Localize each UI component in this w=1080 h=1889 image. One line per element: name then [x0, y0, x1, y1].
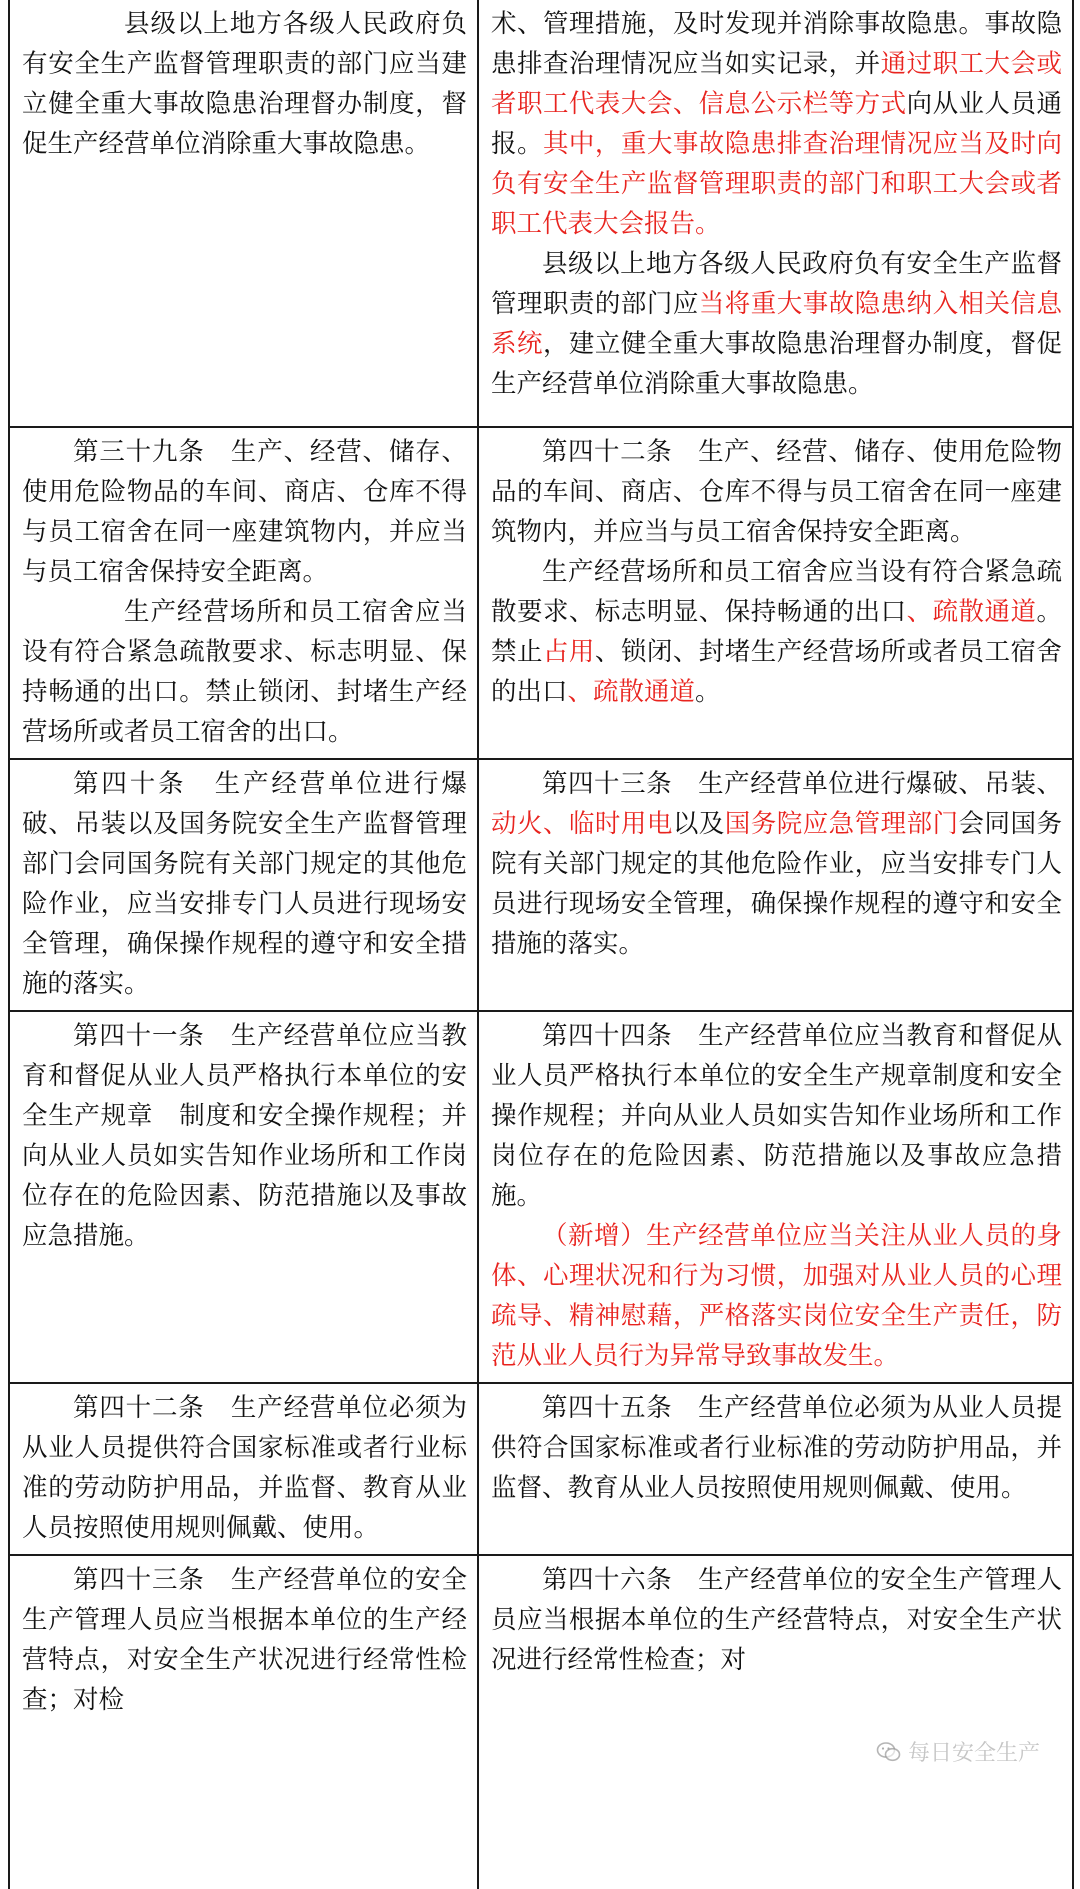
table-row [9, 759, 1073, 1011]
highlighted-text: 、疏散通道 [567, 677, 696, 707]
old-text-cell [9, 1011, 478, 1383]
text-segment: 术、管理措施，及时发现并消除事故隐患。事故隐患排查治理情况应当如实记录，并 [491, 9, 1062, 79]
table-row [9, 427, 1073, 759]
highlighted-text: 国务院应急管理部门 [724, 809, 959, 839]
old-text-cell [9, 1383, 478, 1555]
text-segment: 县级以上地方各级人民政府负有安全生产监督管理职责的部门应 [491, 249, 1062, 319]
paragraph [22, 4, 467, 164]
wechat-icon [876, 1739, 902, 1765]
text-segment: 第四十二条 生产、经营、储存、使用危险物品的车间、商店、仓库不得与员工宿舍在同一座建筑物内，并应当与员工宿舍保持安全距离。 [491, 437, 1062, 547]
watermark-text: 每日安全生产 [907, 1741, 1040, 1766]
table-row [9, 0, 1073, 427]
new-text-cell [478, 427, 1073, 759]
text-segment: 以及 [672, 809, 725, 839]
paragraph [491, 1388, 1062, 1508]
text-segment: 。 [695, 677, 721, 707]
paragraph [491, 1016, 1062, 1216]
text-segment: 生产经营场所和员工宿舍应当设有符合紧急疏散要求、标志明显、保持畅通的出口 [491, 557, 1062, 627]
old-text-cell [9, 759, 478, 1011]
paragraph [491, 764, 1062, 964]
paragraph [491, 244, 1062, 404]
paragraph [491, 432, 1062, 552]
old-text-cell [9, 0, 478, 427]
paragraph [22, 1388, 467, 1548]
old-text-cell [9, 1555, 478, 1889]
table-row [9, 1555, 1073, 1889]
text-segment: 第四十三条 生产经营单位的安全生产管理人员应当根据本单位的生产经营特点，对安全生产状况进行经常性检查；对检 [22, 1565, 467, 1715]
text-segment: 县级以上地方各级人民政府负有安全生产监督管理职责的部门应当建立健全重大事故隐患治理督办制度，督促生产经营单位消除重大事故隐患。 [22, 9, 467, 159]
comparison-table-body [9, 0, 1073, 1889]
paragraph [491, 1560, 1062, 1680]
text-segment: 第三十九条 生产、经营、储存、使用危险物品的车间、商店、仓库不得与员工宿舍在同一座建筑物内，并应当与员工宿舍保持安全距离。 [22, 437, 467, 587]
text-segment: ，建立健全重大事故隐患治理督办制度，督促生产经营单位消除重大事故隐患。 [491, 329, 1062, 399]
paragraph [22, 1016, 467, 1256]
watermark [876, 1736, 1040, 1767]
text-segment: 第四十四条 生产经营单位应当教育和督促从业人员严格执行本单位的安全生产规章制度和安全操作规程；并向从业人员如实告知作业场所和工作岗位存在的危险因素、防范措施以及事故应急措施。 [491, 1021, 1062, 1211]
comparison-table [8, 0, 1074, 1889]
text-segment: 第四十三条 生产经营单位进行爆破、吊装、 [542, 769, 1062, 799]
text-segment: 第四十二条 生产经营单位必须为从业人员提供符合国家标准或者行业标准的劳动防护用品，并监督、教育从业人员按照使用规则佩戴、使用。 [22, 1393, 467, 1543]
new-text-cell [478, 1555, 1073, 1889]
highlighted-text: 动火、临时用电 [491, 809, 673, 839]
table-row [9, 1011, 1073, 1383]
paragraph [22, 764, 467, 1004]
new-text-cell [478, 0, 1073, 427]
new-text-cell [478, 1011, 1073, 1383]
highlighted-text: （新增）生产经营单位应当关注从业人员的身体、心理状况和行为习惯，加强对从业人员的心理疏导、精神慰藉，严格落实岗位安全生产责任，防范从业人员行为异常导致事故发生。 [491, 1221, 1062, 1371]
paragraph [22, 432, 467, 592]
text-segment: 会同国务院有关部门规定的其他危险作业，应当安排专门人员进行现场安全管理，确保操作规程的遵守和安全措施的落实。 [491, 809, 1062, 959]
old-text-cell [9, 427, 478, 759]
new-text-cell [478, 759, 1073, 1011]
text-segment: 生产经营场所和员工宿舍应当设有符合紧急疏散要求、标志明显、保持畅通的出口。禁止锁闭、封堵生产经营场所或者员工宿舍的出口。 [22, 597, 467, 747]
paragraph [22, 592, 467, 752]
text-segment: 向从业人员通报。 [491, 89, 1062, 159]
highlighted-text: 通过职工大会或者职工代表大会、信息公示栏等方式 [491, 49, 1062, 119]
paragraph [491, 552, 1062, 712]
highlighted-text: 占用 [542, 637, 595, 667]
paragraph [491, 4, 1062, 244]
text-segment: 第四十一条 生产经营单位应当教育和督促从业人员严格执行本单位的安全生产规章 制度和安全操作规程；并向从业人员如实告知作业场所和工作岗位存在的危险因素、防范措施以及事故应急措施。 [22, 1021, 467, 1251]
paragraph [22, 1560, 467, 1720]
highlighted-text: 、疏散通道 [906, 597, 1037, 627]
text-segment: 第四十六条 生产经营单位的安全生产管理人员应当根据本单位的生产经营特点，对安全生产状况进行经常性检查；对 [491, 1565, 1062, 1675]
paragraph [491, 1216, 1062, 1376]
text-segment: 、锁闭、封堵生产经营场所或者员工宿舍的出口 [491, 637, 1062, 707]
text-segment: 第四十五条 生产经营单位必须为从业人员提供符合国家标准或者行业标准的劳动防护用品，并监督、教育从业人员按照使用规则佩戴、使用。 [491, 1393, 1062, 1503]
new-text-cell [478, 1383, 1073, 1555]
text-segment: 第四十条 生产经营单位进行爆破、吊装以及国务院安全生产监督管理部门会同国务院有关部门规定的其他危险作业，应当安排专门人员进行现场安全管理，确保操作规程的遵守和安全措施的落实。 [22, 769, 467, 999]
text-segment: 。禁止 [491, 597, 1062, 667]
highlighted-text: 当将重大事故隐患纳入相关信息系统 [491, 289, 1062, 359]
highlighted-text: 其中，重大事故隐患排查治理情况应当及时向负有安全生产监督管理职责的部门和职工大会或者职工代表大会报告。 [491, 129, 1062, 239]
table-row [9, 1383, 1073, 1555]
